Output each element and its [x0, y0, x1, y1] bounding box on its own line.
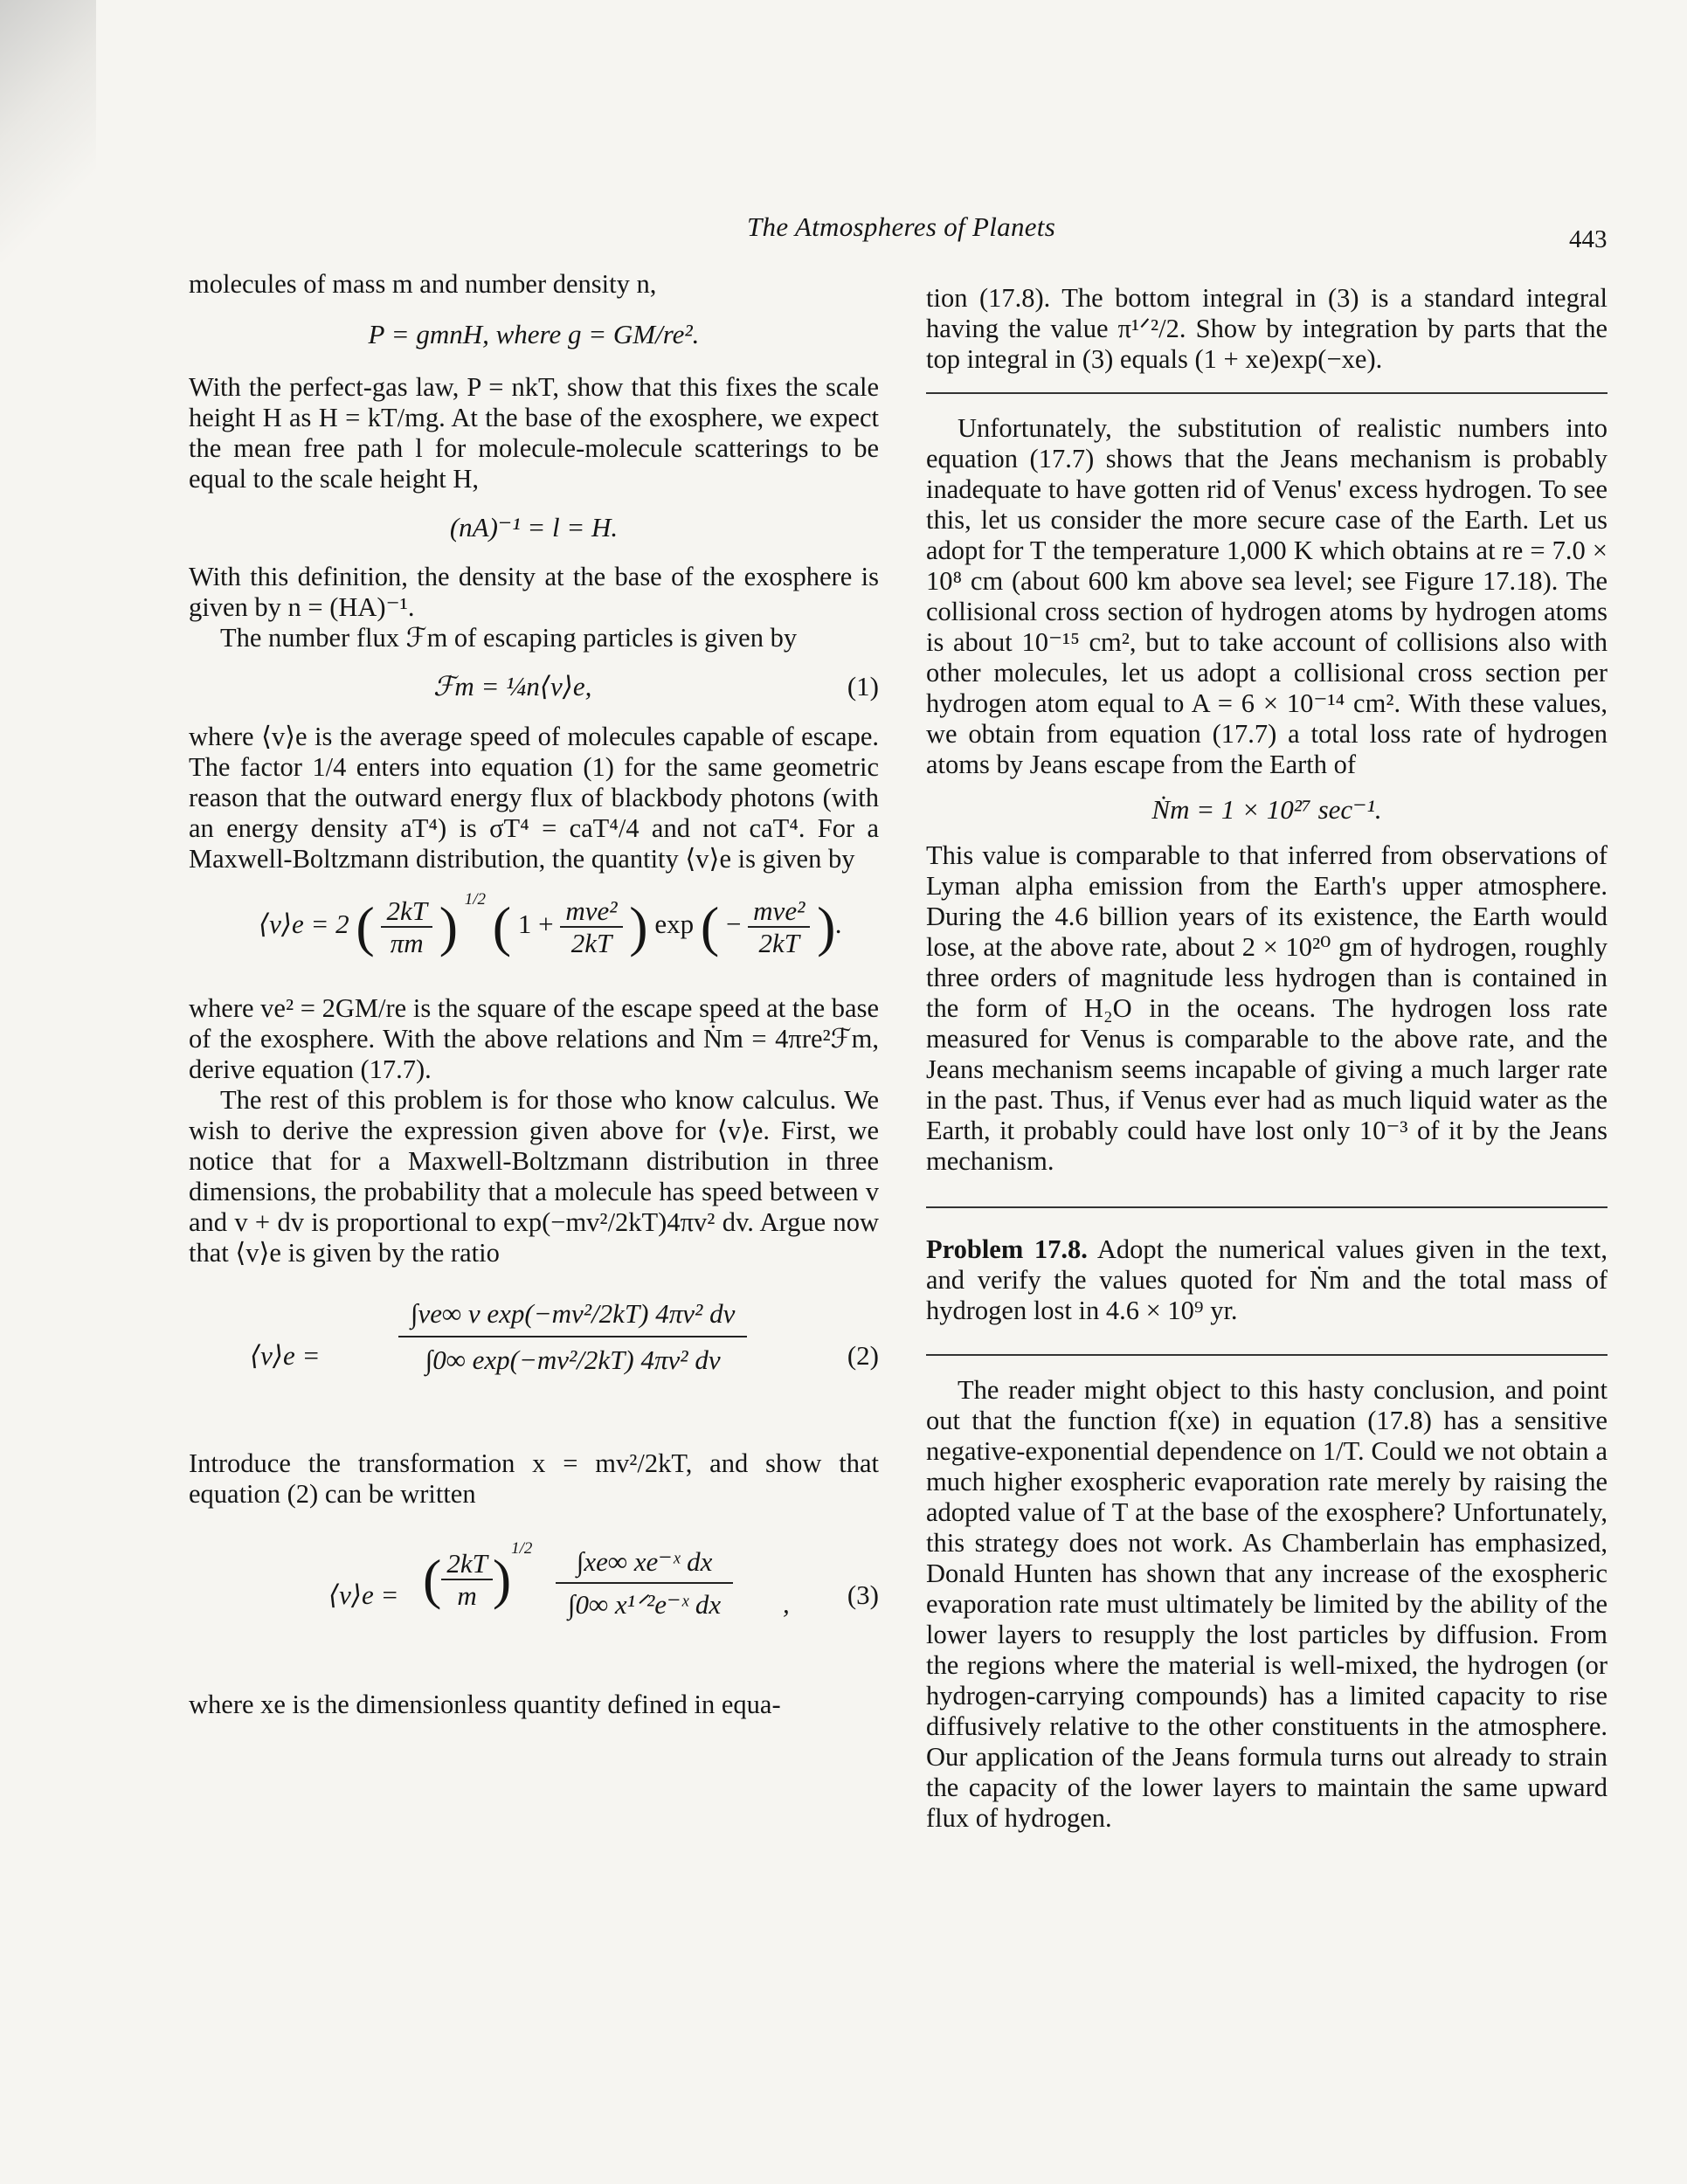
- paren: (: [492, 895, 512, 957]
- minus-sign: −: [725, 909, 742, 940]
- equation-2: [189, 1291, 879, 1422]
- page-number: 443: [1569, 225, 1607, 253]
- problem-label: Problem 17.8.: [926, 1234, 1088, 1264]
- equation-mean-free-path: (nA)⁻¹ = l = H.: [449, 512, 619, 543]
- exponent: 1/2: [511, 1538, 533, 1558]
- paren: (: [700, 895, 720, 957]
- equation-1-number: (1): [847, 671, 879, 702]
- equation-2-numerator: ∫ve∞ v exp(−mv²/2kT) 4πv² dv: [398, 1291, 747, 1337]
- equation-3-number: (3): [847, 1579, 879, 1610]
- right-column: [926, 283, 1607, 1834]
- fraction: [560, 895, 622, 958]
- equation-1: [189, 671, 879, 702]
- exp-text: exp: [654, 909, 695, 940]
- section-divider: [926, 392, 1607, 394]
- paragraph: tion (17.8). The bottom integral in (3) is a standard integral having the value π¹ᐟ²/2. Show by integration by parts that the top integral in (3) equals (1 + xe)exp(−xe).: [926, 283, 1607, 374]
- equation-3-numerator: ∫xe∞ xe⁻ˣ dx: [556, 1541, 733, 1584]
- numerator: mve²: [748, 895, 810, 928]
- numerator: 2kT: [381, 895, 432, 928]
- paren: ): [817, 895, 836, 957]
- denominator: 2kT: [570, 928, 612, 958]
- equation-3-lhs: ⟨v⟩e =: [328, 1579, 399, 1610]
- section-divider: [926, 1206, 1607, 1208]
- numerator: mve²: [560, 895, 622, 928]
- paragraph: Introduce the transformation x = mv²/2kT, and show that equation (2) can be written: [189, 1448, 879, 1509]
- paragraph: With the perfect-gas law, P = nkT, show that this fixes the scale height H as H = kT/mg. At the base of the exosphere, we expect the mean free path l for molecule-molecule scatterings to be equal to the scale height H,: [189, 372, 879, 494]
- equation-pressure: P = gmnH, where g = GM/re².: [368, 319, 700, 349]
- section-divider: [926, 1354, 1607, 1356]
- paragraph: Unfortunately, the substitution of realistic numbers into equation (17.7) shows that the Jeans mechanism is probably inadequate to have gotten rid of Venus' excess hydrogen. To see this, let us consider the more secure case of the Earth. Let us adopt for T the temperature 1,000 K which obtains at re = 7.0 × 10⁸ cm (about 600 km above sea level; see Figure 17.18). The collisional cross section of hydrogen atoms by hydrogen atoms is about 10⁻¹⁵ cm², but to take account of collisions also with other molecules, let us adopt a collisional cross section per hydrogen atom equal to A = 6 × 10⁻¹⁴ cm². With these values, we obtain from equation (17.7) a total loss rate of hydrogen atoms by Jeans escape from the Earth of: [926, 413, 1607, 779]
- equation-2-lhs: ⟨v⟩e =: [250, 1340, 321, 1371]
- paragraph: The rest of this problem is for those who know calculus. We wish to derive the expression given above for ⟨v⟩e. First, we notice that for a Maxwell-Boltzmann distribution in three dimensions, the probability that a molecule has speed between v and v + dv is proportional to exp(−mv²/2kT)4πv² dv. Argue now that ⟨v⟩e is given by the ratio: [189, 1085, 879, 1268]
- paren: ): [629, 895, 648, 957]
- paren: ): [439, 895, 459, 957]
- denominator: πm: [390, 928, 424, 958]
- paragraph: This value is comparable to that inferred from observations of Lyman alpha emission from the Earth's upper atmosphere. During the 4.6 billion years of its existence, the Earth would lose, at the above rate, about 2 × 10²⁰ gm of hydrogen, roughly three orders of magnitude less hydrogen than is contained in the form of H₂O in the oceans. The hydrogen loss rate measured for Venus is comparable to the above rate, and the Jeans mechanism seems incapable of giving a much larger rate in the past. Thus, if Venus ever had as much liquid water as the Earth, it probably could have lost only 10⁻³ of it by the Jeans mechanism.: [926, 840, 1607, 1176]
- exponent: 1/2: [464, 889, 487, 909]
- denominator: 2kT: [758, 928, 800, 958]
- denominator: m: [457, 1580, 477, 1611]
- paragraph: where xe is the dimensionless quantity defined in equa-: [189, 1690, 781, 1719]
- equation-3-fraction: [556, 1541, 733, 1625]
- fraction: [748, 895, 810, 958]
- problem-text: Adopt the numerical values given in the text, and verify the values quoted for Ṅm and the total mass of hydrogen lost in 4.6 × 10⁹ yr.: [926, 1234, 1608, 1325]
- paragraph: The number flux ℱm of escaping particles is given by: [220, 623, 798, 653]
- paragraph: With this definition, the density at the base of the exosphere is given by n = (HA)⁻¹.: [189, 562, 879, 622]
- paren: (: [423, 1548, 442, 1610]
- equation-1-body: ℱm = ¼n⟨v⟩e,: [433, 671, 592, 702]
- equation-loss-rate: Ṅm = 1 × 10²⁷ sec⁻¹.: [1151, 794, 1382, 825]
- equation-2-number: (2): [847, 1340, 879, 1371]
- equation-mean-speed-lhs: ⟨v⟩e = 2: [259, 909, 349, 940]
- paragraph: where ⟨v⟩e is the average speed of molecules capable of escape. The factor 1/4 enters into equation (1) for the same geometric reason that the outward energy flux of blackbody photons (with an energy density aT⁴) is σT⁴ = caT⁴/4 and not caT⁴. For a Maxwell-Boltzmann distribution, the quantity ⟨v⟩e is given by: [189, 722, 879, 874]
- equation-3: [189, 1536, 879, 1658]
- problem-17-8: [926, 1234, 1607, 1326]
- running-title: The Atmospheres of Planets: [747, 211, 1056, 242]
- equation-3-comma: ,: [783, 1588, 790, 1619]
- equation-2-denominator: ∫0∞ exp(−mv²/2kT) 4πv² dv: [425, 1344, 721, 1375]
- page-edge-shadow: [0, 0, 96, 262]
- paren: ): [492, 1548, 512, 1610]
- fraction: [441, 1548, 493, 1611]
- paragraph: molecules of mass m and number density n,: [189, 269, 657, 299]
- numerator: 2kT: [441, 1548, 493, 1580]
- paren: (: [356, 895, 375, 957]
- equation-3-prefactor: [423, 1538, 533, 1611]
- paragraph: The reader might object to this hasty conclusion, and point out that the function f(xe) in equation (17.8) has a sensitive negative-exponential dependence on 1/T. Could we not obtain a much higher exospheric evaporation rate merely by raising the adopted value of T at the base of the exosphere? Unfortunately, this strategy does not work. As Chamberlain has emphasized, Donald Hunten has shown that any increase of the exospheric evaporation rate must ultimately be limited by the ability of the lower layers to resupply the lost particles by diffusion. From the regions where the material is well-mixed, the hydrogen (or hydrogen-carrying compounds) has a limited capacity to rise diffusively relative to the other constituents in the atmosphere. Our application of the Jeans formula turns out already to strain the capacity of the lower layers to maintain the same upward flux of hydrogen.: [926, 1375, 1607, 1833]
- paragraph: where ve² = 2GM/re is the square of the escape speed at the base of the exosphere. With the above relations and Ṅm = 4πre²ℱm, derive equation (17.7).: [189, 993, 879, 1084]
- equation-2-fraction: [398, 1291, 747, 1382]
- one-plus: 1 +: [517, 909, 554, 940]
- equation-mean-speed: ⟨v⟩e = 2 ( $\frac{2kT}{\pi m}$ ) $^{1/2}$ ( 1 + $\frac{\text{mve²}}{2kT}$ ) exp ( − $\frac{\text{mve²}}{2kT}$ ).: [259, 889, 843, 958]
- left-column: [189, 269, 879, 1720]
- equation-3-denominator: ∫0∞ x¹ᐟ²e⁻ˣ dx: [568, 1589, 722, 1620]
- fraction: [381, 895, 432, 958]
